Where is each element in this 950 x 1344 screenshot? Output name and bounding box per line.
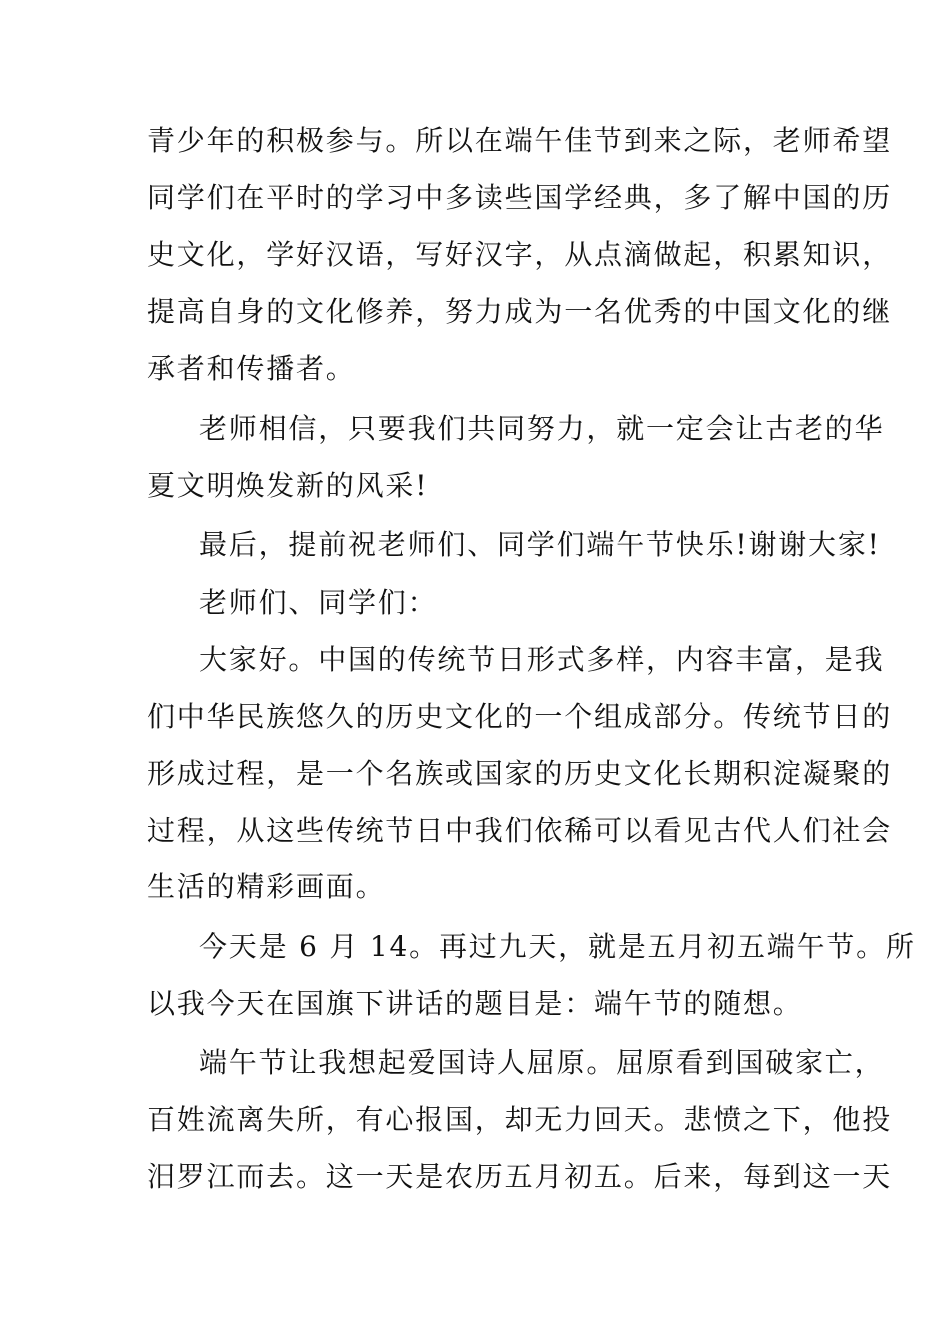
text-line: 提高自身的文化修养，努力成为一名优秀的中国文化的继 [147, 295, 893, 328]
text-line: 生活的精彩画面。 [147, 870, 386, 903]
text-line: 们中华民族悠久的历史文化的一个组成部分。传统节日的 [147, 700, 893, 733]
text-line: 史文化，学好汉语，写好汉字，从点滴做起，积累知识， [147, 238, 893, 271]
paragraph-first-line: 最后，提前祝老师们、同学们端午节快乐!谢谢大家! [199, 528, 881, 561]
paragraph-first-line: 端午节让我想起爱国诗人屈原。屈原看到国破家亡， [199, 1046, 885, 1079]
text-line: 同学们在平时的学习中多读些国学经典，多了解中国的历 [147, 181, 893, 214]
text-line: 形成过程，是一个名族或国家的历史文化长期积淀凝聚的 [147, 757, 893, 790]
text-line: 过程，从这些传统节日中我们依稀可以看见古代人们社会 [147, 814, 893, 847]
salutation: 老师们、同学们： [199, 586, 438, 619]
text-line: 以我今天在国旗下讲话的题目是：端午节的随想。 [147, 987, 803, 1020]
text-line: 青少年的积极参与。所以在端午佳节到来之际，老师希望 [147, 124, 893, 157]
text-line: 汨罗江而去。这一天是农历五月初五。后来，每到这一天 [147, 1160, 893, 1193]
text-line: 夏文明焕发新的风采! [147, 469, 429, 502]
text-line: 百姓流离失所，有心报国，却无力回天。悲愤之下，他投 [147, 1103, 893, 1136]
text-line: 承者和传播者。 [147, 352, 356, 385]
paragraph-first-line: 今天是 6 月 14。再过九天，就是五月初五端午节。所 [199, 930, 916, 963]
paragraph-first-line: 大家好。中国的传统节日形式多样，内容丰富，是我 [199, 643, 885, 676]
paragraph-first-line: 老师相信，只要我们共同努力，就一定会让古老的华 [199, 412, 885, 445]
